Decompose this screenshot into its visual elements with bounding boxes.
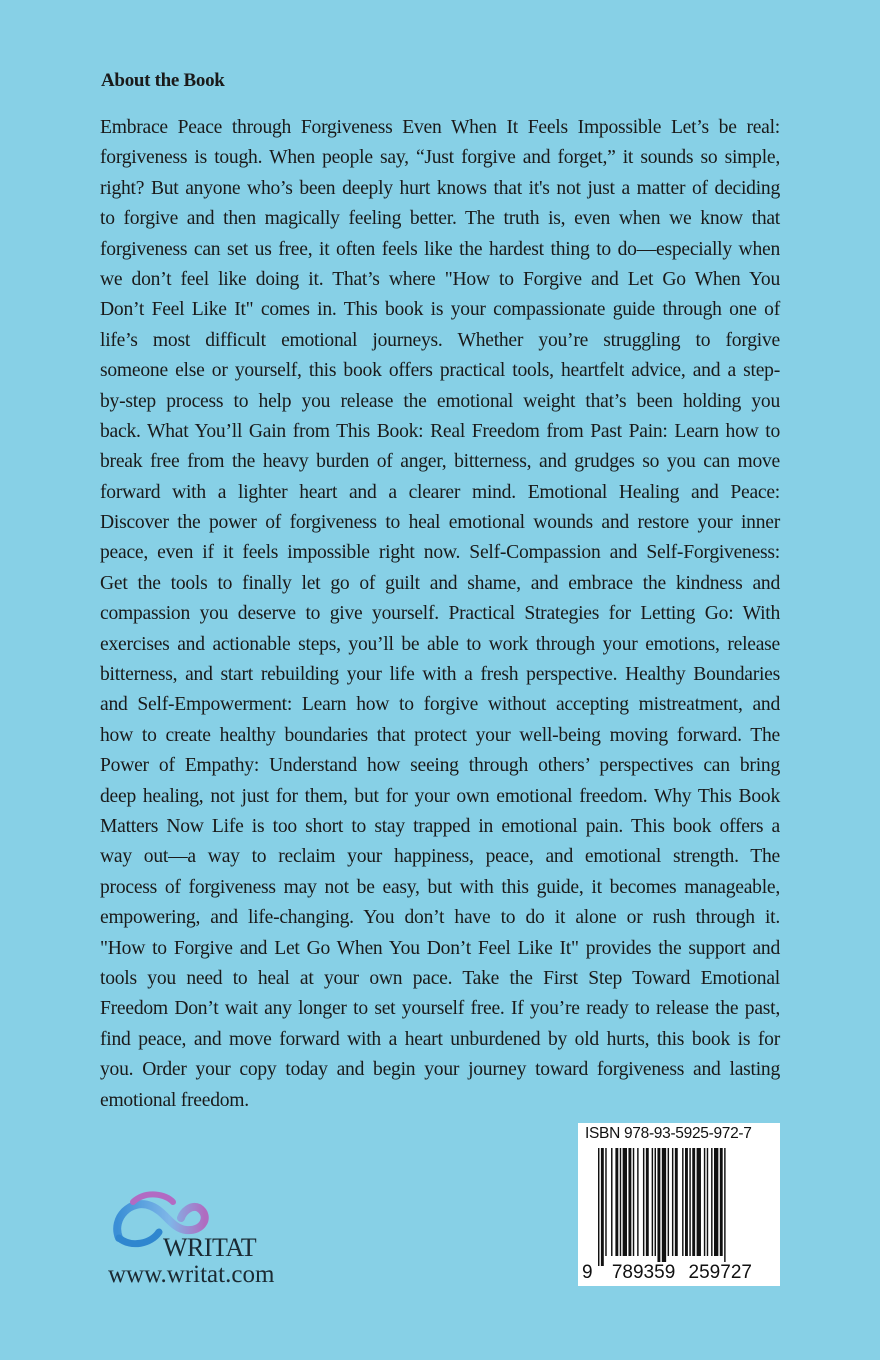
publisher-url: www.writat.com	[108, 1261, 275, 1288]
description-line: peace, even if it feels impossible right now. Self-Compassion and Self-Forgiveness:	[100, 542, 780, 564]
description-line: deep healing, not just for them, but for your own emotional freedom. Why This Book	[100, 785, 780, 807]
barcode-digits-left: 789359	[611, 1262, 676, 1283]
description-line: emotional freedom.	[100, 1089, 249, 1111]
barcode-bar	[682, 1148, 683, 1256]
barcode-bar	[623, 1148, 627, 1256]
book-description	[100, 113, 780, 1116]
description-line: forward with a lighter heart and a clearer mind. Emotional Healing and Peace:	[100, 481, 780, 503]
barcode-bar	[685, 1148, 688, 1256]
description-line: break free from the heavy burden of anger, bitterness, and grudges so you can move	[100, 451, 780, 473]
barcode-bar	[675, 1148, 678, 1256]
description-line: forgiveness is tough. When people say, “Just forgive and forget,” it sounds so simple,	[100, 147, 780, 169]
description-line: forgiveness can set us free, it often feels like the hardest thing to do—especially when	[100, 238, 780, 260]
barcode-bar	[668, 1148, 669, 1256]
description-line: exercises and actionable steps, you’ll be able to work through your emotions, release	[100, 633, 780, 655]
barcode-bar	[672, 1148, 673, 1256]
description-line: Power of Empathy: Understand how seeing through others’ perspectives can bring	[100, 755, 780, 777]
barcode-bar	[615, 1148, 618, 1256]
publisher-name: WRITAT	[163, 1233, 257, 1262]
section-heading: About the Book	[101, 70, 225, 91]
isbn-label: ISBN 978-93-5925-972-7	[585, 1125, 752, 1142]
description-line: someone else or yourself, this book offers practical tools, heartfelt advice, and a step-	[100, 360, 780, 382]
barcode-digit-lead: 9	[582, 1262, 593, 1283]
description-line: empowering, and life-changing. You don’t have to do it alone or rush through it.	[100, 907, 780, 929]
description-line: by-step process to help you release the emotional weight that’s been holding you	[100, 390, 780, 412]
barcode-bars	[598, 1148, 774, 1266]
barcode-bar	[655, 1148, 656, 1256]
description-line: process of forgiveness may not be easy, but with this guide, it becomes manageable,	[100, 876, 780, 898]
description-line: and Self-Empowerment: Learn how to forgive without accepting mistreatment, and	[100, 694, 780, 716]
description-line: back. What You’ll Gain from This Book: Real Freedom from Past Pain: Learn how to	[100, 420, 780, 442]
description-line: Matters Now Life is too short to stay trapped in emotional pain. This book offers a	[100, 815, 780, 837]
description-line: right? But anyone who’s been deeply hurt knows that it's not just a matter of deciding	[100, 177, 780, 199]
description-line: compassion you deserve to give yourself. Practical Strategies for Letting Go: With	[100, 603, 780, 625]
barcode-bar	[720, 1148, 723, 1256]
barcode-bar	[714, 1148, 718, 1256]
barcode-bar	[711, 1148, 712, 1256]
description-line: Embrace Peace through Forgiveness Even When It Feels Impossible Let’s be real:	[100, 117, 780, 138]
barcode-bar	[657, 1148, 660, 1266]
description-line: you. Order your copy today and begin your journey toward forgiveness and lasting	[100, 1059, 780, 1081]
barcode-bar	[704, 1148, 705, 1256]
description-line: Get the tools to finally let go of guilt and shame, and embrace the kindness and	[100, 572, 780, 594]
barcode-bar	[643, 1148, 644, 1256]
barcode-bar	[692, 1148, 695, 1256]
barcode-bar	[601, 1148, 604, 1266]
description-line: Freedom Don’t wait any longer to set yourself free. If you’re ready to release the past,	[100, 998, 780, 1020]
barcode-digits	[582, 1262, 752, 1284]
barcode-bar	[628, 1148, 631, 1256]
barcode-bar	[637, 1148, 638, 1256]
isbn-barcode	[578, 1123, 780, 1286]
barcode-digits-right: 259727	[688, 1262, 752, 1283]
description-line: life’s most difficult emotional journeys. Whether you’re struggling to forgive	[100, 329, 780, 351]
description-line: bitterness, and start rebuilding your life with a fresh perspective. Healthy Boundaries	[100, 664, 780, 686]
barcode-bar	[707, 1148, 708, 1256]
description-line: way out—a way to reclaim your happiness, peace, and emotional strength. The	[100, 846, 780, 868]
description-line: we don’t feel like doing it. That’s where "How to Forgive and Let Go When You	[100, 268, 780, 290]
description-line: tools you need to heal at your own pace. Take the First Step Toward Emotional	[100, 967, 780, 989]
description-line: Discover the power of forgiveness to heal emotional wounds and restore your inner	[100, 512, 780, 534]
barcode-bar	[652, 1148, 653, 1256]
barcode-bar	[724, 1148, 725, 1266]
barcode-bar	[646, 1148, 649, 1256]
barcode-bar	[611, 1148, 612, 1256]
description-line: find peace, and move forward with a heart unburdened by old hurts, this book is for	[100, 1028, 780, 1050]
barcode-bar	[662, 1148, 666, 1266]
description-line: "How to Forgive and Let Go When You Don’t Feel Like It" provides the support and	[100, 937, 780, 959]
barcode-bar	[598, 1148, 599, 1266]
barcode-bar	[605, 1148, 606, 1256]
barcode-bar	[689, 1148, 690, 1256]
description-line: Don’t Feel Like It" comes in. This book is your compassionate guide through one of	[100, 299, 780, 321]
barcode-bar	[697, 1148, 701, 1256]
description-line: how to create healthy boundaries that protect your well-being moving forward. The	[100, 724, 780, 746]
description-line: to forgive and then magically feeling better. The truth is, even when we know that	[100, 208, 780, 230]
barcode-bar	[620, 1148, 621, 1256]
barcode-bar	[633, 1148, 634, 1256]
publisher-logo	[105, 1188, 325, 1298]
